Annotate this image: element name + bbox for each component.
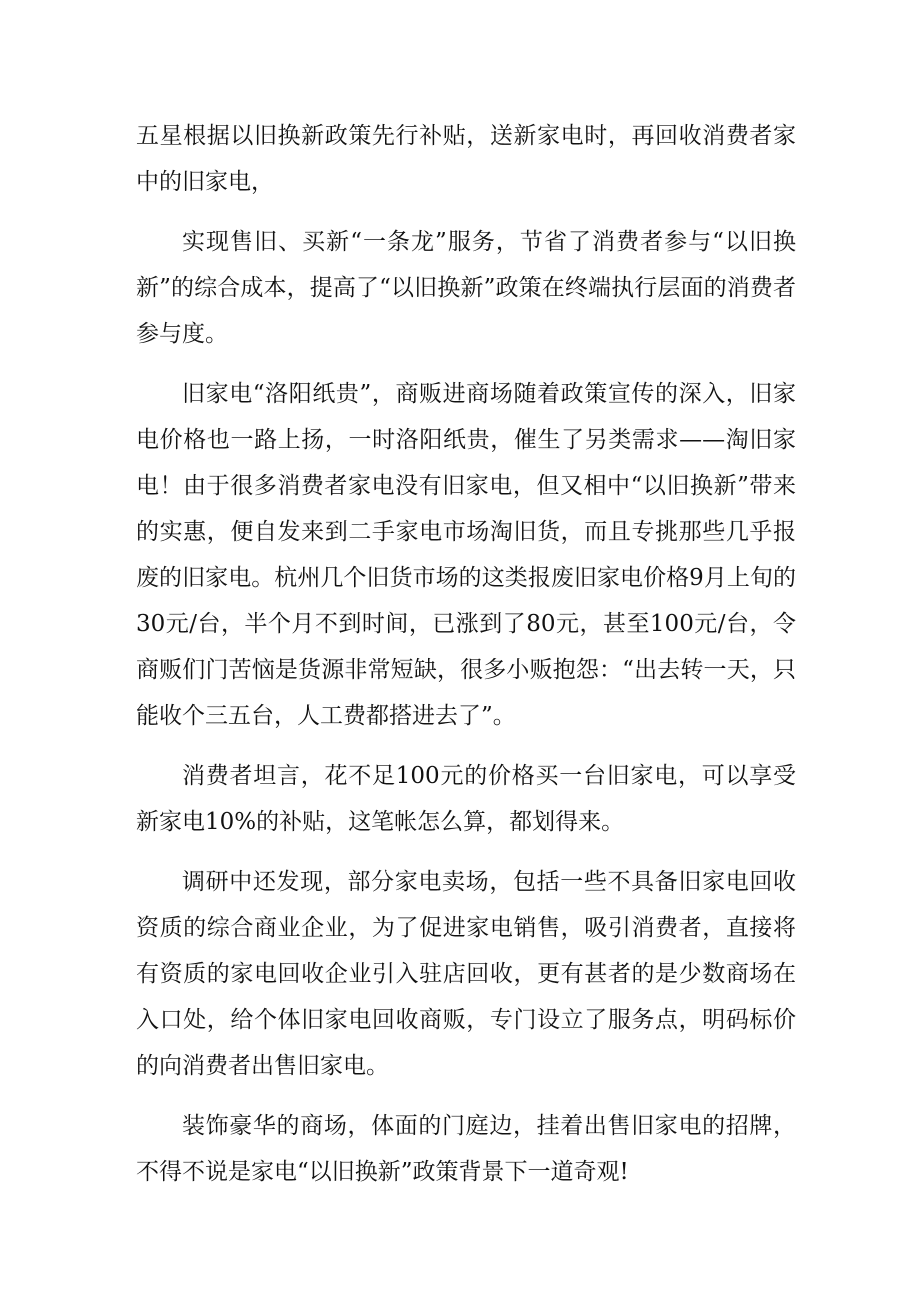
paragraph-2: 实现售旧、买新“一条龙”服务，节省了消费者参与“以旧换新”的综合成本，提高了“以旧换新”政策在终端执行层面的消费者参与度。 [136, 229, 796, 347]
paragraph-5: 调研中还发现，部分家电卖场，包括一些不具备旧家电回收资质的综合商业企业，为了促进家电销售，吸引消费者，直接将有资质的家电回收企业引入驻店回收，更有甚者的是少数商场在入口处，给个体旧家电回收商贩，专门设立了服务点，明码标价的向消费者出售旧家电。 [136, 869, 796, 1079]
paragraph-4: 消费者坦言，花不足100元的价格买一台旧家电，可以享受新家电10%的补贴，这笔帐怎么算，都划得来。 [136, 763, 796, 835]
paragraph-1: 五星根据以旧换新政策先行补贴，送新家电时，再回收消费者家中的旧家电， [136, 123, 796, 195]
document-body [136, 113, 796, 1209]
paragraph-6: 装饰豪华的商场，体面的门庭边，挂着出售旧家电的招牌，不得不说是家电“以旧换新”政策背景下一道奇观! [136, 1113, 796, 1185]
paragraph-3: 旧家电“洛阳纸贵”，商贩进商场随着政策宣传的深入，旧家电价格也一路上扬，一时洛阳纸贵，催生了另类需求——淘旧家电！由于很多消费者家电没有旧家电，但又相中“以旧换新”带来的实惠，便自发来到二手家电市场淘旧货，而且专挑那些几乎报废的旧家电。杭州几个旧货市场的这类报废旧家电价格9月上旬的30元/台，半个月不到时间，已涨到了80元，甚至100元/台，令商贩们门苦恼是货源非常短缺，很多小贩抱怨：“出去转一天，只能收个三五台，人工费都搭进去了”。 [136, 381, 796, 729]
